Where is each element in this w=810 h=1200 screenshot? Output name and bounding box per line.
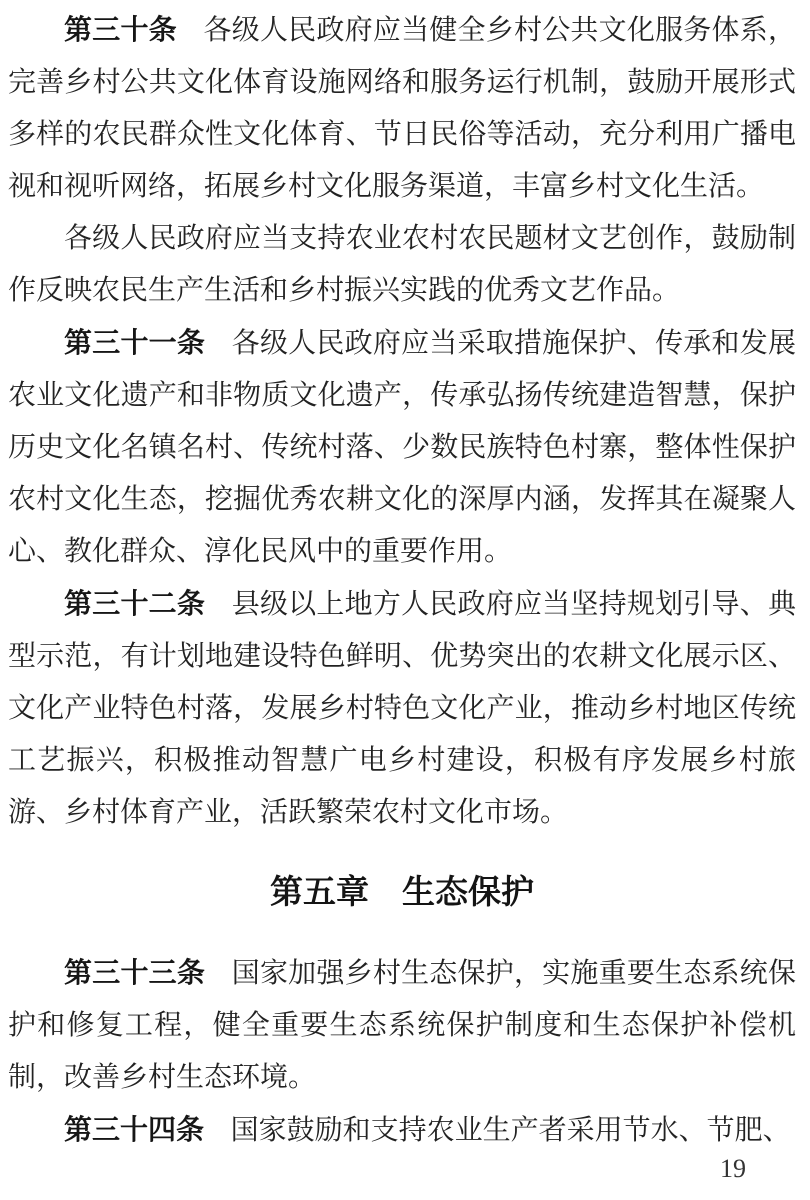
article-31-number: 第三十一条 [64, 327, 206, 358]
article-30-number: 第三十条 [64, 14, 177, 45]
body-paragraph [8, 213, 796, 317]
article-33-text: 国家加强乡村生态保护，实施重要生态系统保护和修复工程，健全重要生态系统保护制度和生态保护补偿机制，改善乡村生态环境。 [8, 958, 796, 1093]
page-number: 19 [720, 1154, 746, 1183]
article-34-number: 第三十四条 [64, 1114, 205, 1145]
article-34-paragraph [8, 1104, 796, 1157]
article-32-number: 第三十二条 [64, 588, 206, 619]
article-31-paragraph [8, 317, 796, 578]
article-34-text: 国家鼓励和支持农业生产者采用节水、节肥、 [230, 1115, 791, 1146]
article-33-paragraph [8, 947, 796, 1104]
article-31-text: 各级人民政府应当采取措施保护、传承和发展农业文化遗产和非物质文化遗产，传承弘扬传统建造智慧，保护历史文化名镇名村、传统村落、少数民族特色村寨，整体性保护农村文化生态，挖掘优秀农耕文化的深厚内涵，发挥其在凝聚人心、教化群众、淳化民风中的重要作用。 [8, 328, 796, 567]
document-content [8, 4, 796, 1157]
article-30-text: 各级人民政府应当健全乡村公共文化服务体系，完善乡村公共文化体育设施网络和服务运行机制，鼓励开展形式多样的农民群众性文化体育、节日民俗等活动，充分利用广播电视和视听网络，拓展乡村文化服务渠道，丰富乡村文化生活。 [8, 15, 796, 202]
article-30-paragraph [8, 4, 796, 213]
article-32-text: 县级以上地方人民政府应当坚持规划引导、典型示范，有计划地建设特色鲜明、优势突出的农耕文化展示区、文化产业特色村落，发展乡村特色文化产业，推动乡村地区传统工艺振兴，积极推动智慧广电乡村建设，积极有序发展乡村旅游、乡村体育产业，活跃繁荣农村文化市场。 [8, 589, 796, 828]
article-32-paragraph [8, 578, 796, 839]
chapter-heading: 第五章 生态保护 [270, 873, 534, 910]
article-33-number: 第三十三条 [64, 957, 206, 988]
body-paragraph-text: 各级人民政府应当支持农业农村农民题材文艺创作，鼓励制作反映农民生产生活和乡村振兴实践的优秀文艺作品。 [8, 223, 796, 306]
